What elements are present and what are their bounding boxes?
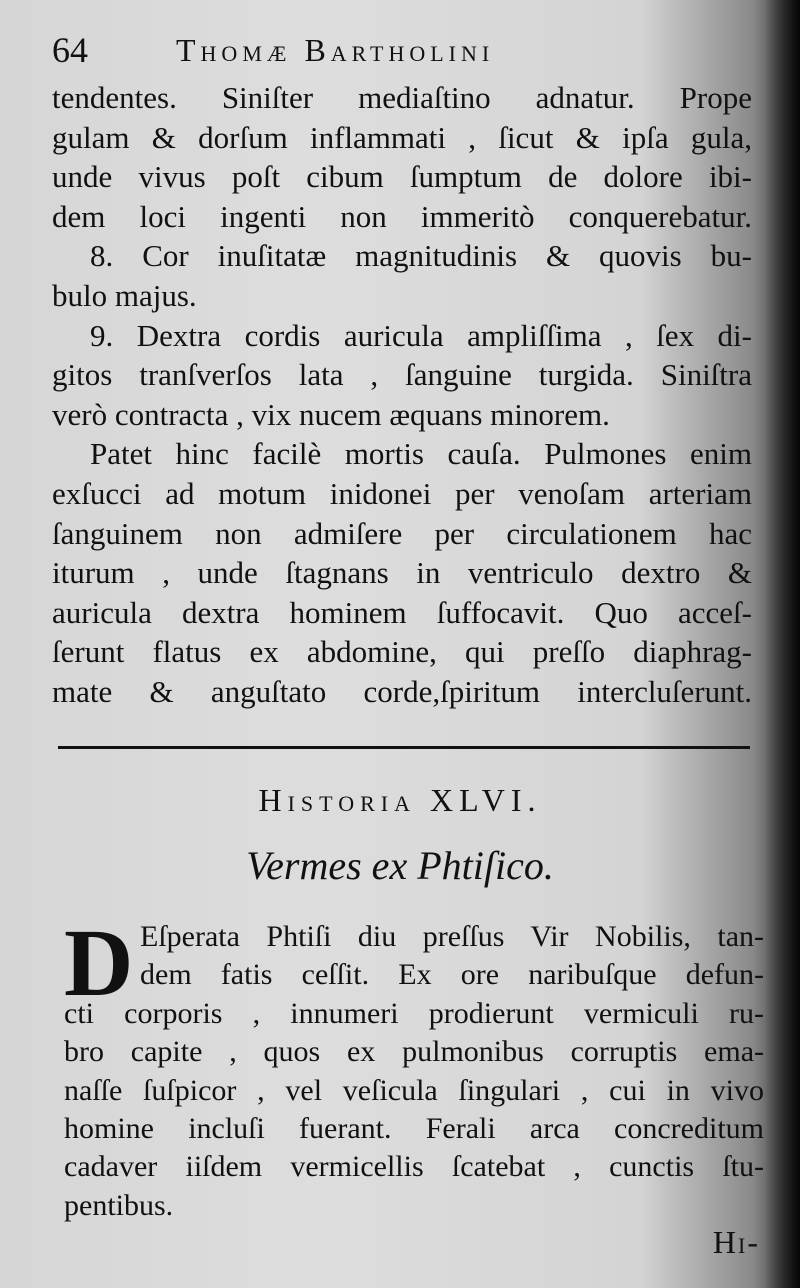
body-text xyxy=(52,78,752,712)
text-line: naſſe ſuſpicor , vel veſicula ſingulari , cui in vivo xyxy=(64,1073,764,1107)
text-line: Eſperata Phtiſi diu preſſus Vir Nobilis, tan- xyxy=(140,920,764,953)
text-line: exſucci ad motum inidonei per venoſam arteriam xyxy=(52,475,752,511)
text-line: 9. Dextra cordis auricula ampliſſima , ſex di- xyxy=(90,317,752,353)
drop-cap: D xyxy=(64,909,134,1016)
text-line: bulo majus. xyxy=(52,277,197,313)
text-line: cti corporis , innumeri prodierunt vermiculi ru- xyxy=(64,996,764,1030)
text-line: 8. Cor inuſitatæ magnitudinis & quovis bu- xyxy=(90,238,752,274)
page-header xyxy=(52,28,752,72)
text-line: Patet hinc facilè mortis cauſa. Pulmones enim xyxy=(90,436,752,472)
text-line: dem fatis ceſſit. Ex ore naribuſque defun- xyxy=(140,958,764,992)
catchword: Hi- xyxy=(712,1224,760,1260)
text-line: iturum , unde ſtagnans in ventriculo dextro & xyxy=(52,555,752,591)
page-number: 64 xyxy=(52,30,88,70)
text-line: gulam & dorſum inflammati , ſicut & ipſa gula, xyxy=(52,119,752,155)
text-line: gitos tranſverſos lata , ſanguine turgida. Siniſtra xyxy=(52,357,752,393)
text-line: bro capite , quos ex pulmonibus corruptis ema- xyxy=(64,1035,764,1069)
running-head: Thomæ Bartholini xyxy=(176,32,495,68)
text-line: dem loci ingenti non immeritò conquerebatur. xyxy=(52,198,752,234)
text-line: pentibus. xyxy=(64,1188,174,1222)
text-line: auricula dextra hominem ſuffocavit. Quo acceſ- xyxy=(52,594,752,630)
text-line: ſanguinem non admiſere per circulationem hac xyxy=(52,515,752,551)
text-line: unde vivus poſt cibum ſumptum de dolore ibi- xyxy=(52,159,752,195)
section-title: Vermes ex Phtiſico. xyxy=(246,843,554,888)
text-line: mate & anguſtato corde,ſpiritum intercluſerunt. xyxy=(52,673,752,709)
text-line: cadaver iiſdem vermicellis ſcatebat , cunctis ſtu- xyxy=(64,1150,764,1184)
story-text xyxy=(64,909,764,1225)
text-line: ſerunt flatus ex abdomine, qui preſſo diaphrag- xyxy=(52,634,752,670)
text-line: homine incluſi fuerant. Ferali arca concreditum xyxy=(64,1111,764,1145)
text-line: tendentes. Siniſter mediaſtino adnatur. Prope xyxy=(52,80,752,115)
section-heading: Historia XLVI. xyxy=(258,782,542,818)
section-divider xyxy=(58,746,750,749)
text-line: verò contracta , vix nucem æquans minorem. xyxy=(52,396,610,432)
spine-shadow xyxy=(764,0,800,1288)
